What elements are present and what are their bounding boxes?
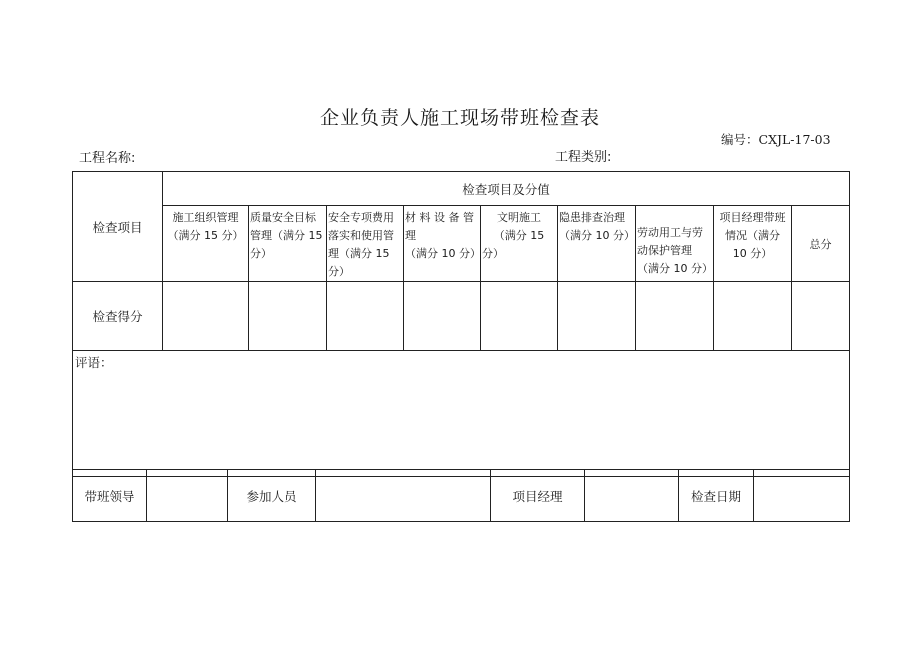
item-civilized-construction: 文明施工 （满分 15 分） xyxy=(481,206,558,282)
score-cell[interactable] xyxy=(481,282,558,351)
comment-label: 评语： xyxy=(75,355,113,370)
leader-label: 带班领导 xyxy=(73,470,147,522)
item-material-equipment: 材 料 设 备 管理 （满分 10 分） xyxy=(404,206,481,282)
score-cell[interactable] xyxy=(404,282,481,351)
row-label-items: 检查项目 xyxy=(73,172,163,282)
manager-field[interactable] xyxy=(585,470,679,522)
project-name-label: 工程名称: xyxy=(79,151,136,166)
signature-table xyxy=(72,469,850,522)
comment-area[interactable] xyxy=(73,351,850,477)
item-manager-duty: 项目经理带班 情况（满分 10 分） xyxy=(714,206,792,282)
row-label-score: 检查得分 xyxy=(73,282,163,351)
form-code: 编号：CXJL-17-03 xyxy=(721,132,831,147)
score-cell[interactable] xyxy=(558,282,636,351)
item-labor-protection: 劳动用工与劳 动保护管理 （满分 10 分） xyxy=(636,206,714,282)
project-type-label: 工程类别: xyxy=(555,150,612,165)
manager-label: 项目经理 xyxy=(491,470,585,522)
group-header: 检查项目及分值 xyxy=(163,172,850,206)
total-label: 总分 xyxy=(792,206,850,282)
date-label: 检查日期 xyxy=(679,470,754,522)
participants-field[interactable] xyxy=(316,470,491,522)
inspection-table xyxy=(72,171,850,477)
leader-field[interactable] xyxy=(147,470,228,522)
score-cell[interactable] xyxy=(714,282,792,351)
item-safety-fee: 安全专项费用 落实和使用管 理（满分 15 分） xyxy=(327,206,404,282)
score-cell[interactable] xyxy=(636,282,714,351)
score-cell[interactable] xyxy=(327,282,404,351)
participants-label: 参加人员 xyxy=(228,470,316,522)
total-score-cell[interactable] xyxy=(792,282,850,351)
item-hazard-check: 隐患排查治理 （满分 10 分） xyxy=(558,206,636,282)
score-cell[interactable] xyxy=(163,282,249,351)
date-field[interactable] xyxy=(754,470,850,522)
item-construction-org: 施工组织管理 （满分 15 分） xyxy=(163,206,249,282)
form-title: 企业负责人施工现场带班检查表 xyxy=(319,107,600,129)
item-quality-safety: 质量安全目标 管理（满分 15 分） xyxy=(249,206,327,282)
score-cell[interactable] xyxy=(249,282,327,351)
